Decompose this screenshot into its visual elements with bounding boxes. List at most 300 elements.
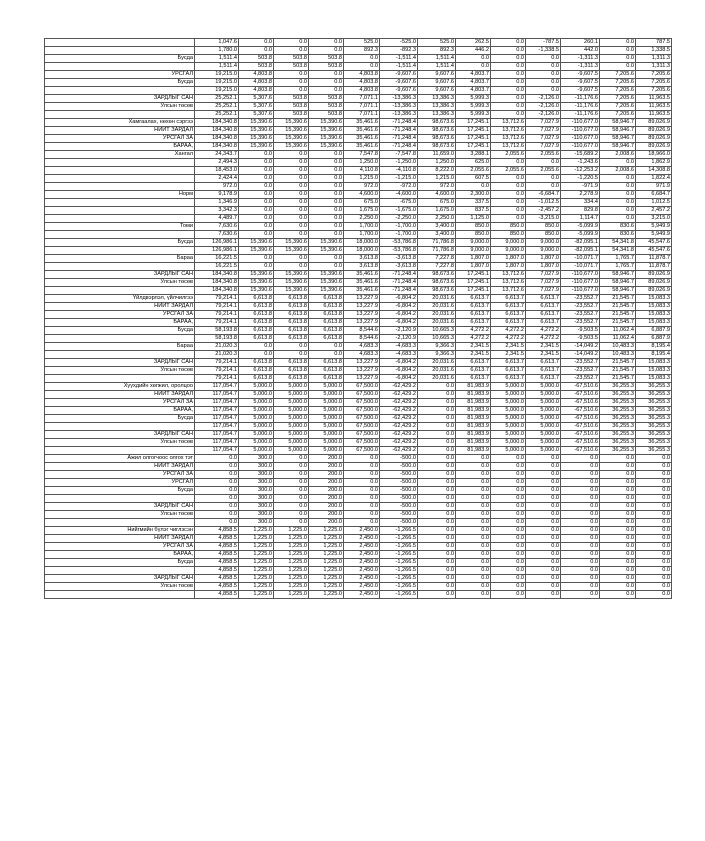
value-cell[interactable]: 0.0 — [274, 39, 309, 47]
value-cell[interactable]: 0.0 — [600, 511, 636, 519]
row-label-cell[interactable] — [45, 519, 195, 527]
value-cell[interactable]: 0.0 — [195, 455, 239, 463]
value-cell[interactable]: 36,255.3 — [636, 415, 672, 423]
value-cell[interactable]: 21,020.3 — [195, 343, 239, 351]
value-cell[interactable]: 10,665.3 — [418, 335, 456, 343]
value-cell[interactable]: 15,390.6 — [274, 287, 309, 295]
value-cell[interactable]: 2,450.0 — [344, 559, 380, 567]
value-cell[interactable]: 0.0 — [561, 551, 600, 559]
value-cell[interactable]: 0.0 — [274, 495, 309, 503]
value-cell[interactable]: 36,255.3 — [600, 391, 636, 399]
value-cell[interactable]: 19,215.0 — [195, 87, 239, 95]
value-cell[interactable]: 892.3 — [344, 47, 380, 55]
value-cell[interactable]: 5,000.0 — [239, 407, 274, 415]
value-cell[interactable]: 8,195.4 — [636, 343, 672, 351]
value-cell[interactable]: 5,000.0 — [239, 439, 274, 447]
value-cell[interactable]: 0.0 — [526, 183, 561, 191]
value-cell[interactable]: 503.8 — [239, 55, 274, 63]
value-cell[interactable]: 0.0 — [600, 175, 636, 183]
value-cell[interactable]: -1,266.5 — [380, 567, 418, 575]
value-cell[interactable]: -67,510.6 — [561, 431, 600, 439]
value-cell[interactable]: -6,804.2 — [380, 359, 418, 367]
value-cell[interactable]: 98,673.6 — [418, 271, 456, 279]
value-cell[interactable]: -1,338.5 — [526, 47, 561, 55]
value-cell[interactable]: 0.0 — [239, 159, 274, 167]
value-cell[interactable]: -23,552.7 — [561, 303, 600, 311]
value-cell[interactable]: 4,803.8 — [239, 79, 274, 87]
value-cell[interactable]: 1,225.0 — [239, 551, 274, 559]
row-label-cell[interactable]: УРСГАЛ ЗА — [45, 135, 195, 143]
value-cell[interactable]: 117,054.7 — [195, 447, 239, 455]
value-cell[interactable]: 262.5 — [456, 39, 491, 47]
row-label-cell[interactable]: НИЙТ ЗАРДАЛ — [45, 391, 195, 399]
value-cell[interactable]: 81,983.9 — [456, 407, 491, 415]
value-cell[interactable]: 6,613.7 — [526, 375, 561, 383]
value-cell[interactable]: 0.0 — [418, 535, 456, 543]
value-cell[interactable]: 6,613.8 — [309, 375, 344, 383]
value-cell[interactable]: 6,613.8 — [274, 327, 309, 335]
value-cell[interactable]: 0.0 — [344, 511, 380, 519]
value-cell[interactable]: 5,000.0 — [309, 399, 344, 407]
value-cell[interactable]: 0.0 — [239, 231, 274, 239]
value-cell[interactable]: 0.0 — [418, 559, 456, 567]
value-cell[interactable]: 1,225.0 — [309, 583, 344, 591]
value-cell[interactable]: 0.0 — [491, 95, 526, 103]
value-cell[interactable]: 17,245.1 — [456, 287, 491, 295]
value-cell[interactable]: 892.3 — [418, 47, 456, 55]
value-cell[interactable]: 0.0 — [526, 559, 561, 567]
value-cell[interactable]: 11,963.5 — [636, 95, 672, 103]
value-cell[interactable]: 13,386.3 — [418, 111, 456, 119]
value-cell[interactable]: -971.9 — [561, 183, 600, 191]
value-cell[interactable]: 200.0 — [309, 511, 344, 519]
row-label-cell[interactable] — [45, 423, 195, 431]
value-cell[interactable]: -110,677.0 — [561, 271, 600, 279]
value-cell[interactable]: 972.0 — [344, 183, 380, 191]
value-cell[interactable]: -500.0 — [380, 495, 418, 503]
value-cell[interactable]: 36,255.3 — [600, 415, 636, 423]
value-cell[interactable]: 81,983.9 — [456, 391, 491, 399]
value-cell[interactable]: 5,000.0 — [491, 415, 526, 423]
value-cell[interactable]: -9,607.6 — [380, 87, 418, 95]
value-cell[interactable]: -1,266.5 — [380, 527, 418, 535]
value-cell[interactable]: 6,613.8 — [309, 319, 344, 327]
value-cell[interactable]: 21,545.7 — [600, 367, 636, 375]
value-cell[interactable]: 0.0 — [491, 87, 526, 95]
value-cell[interactable]: 1,225.0 — [309, 559, 344, 567]
value-cell[interactable]: 1,225.0 — [274, 535, 309, 543]
value-cell[interactable]: 15,390.6 — [239, 143, 274, 151]
value-cell[interactable]: -23,552.7 — [561, 295, 600, 303]
value-cell[interactable]: -62,429.2 — [380, 383, 418, 391]
value-cell[interactable]: -1,220.5 — [561, 175, 600, 183]
value-cell[interactable]: 0.0 — [491, 527, 526, 535]
value-cell[interactable]: 503.8 — [309, 95, 344, 103]
value-cell[interactable]: 0.0 — [600, 503, 636, 511]
value-cell[interactable]: 0.0 — [561, 535, 600, 543]
value-cell[interactable]: 126,986.1 — [195, 239, 239, 247]
value-cell[interactable]: 0.0 — [636, 455, 672, 463]
value-cell[interactable]: 675.0 — [344, 199, 380, 207]
value-cell[interactable]: 1,225.0 — [274, 575, 309, 583]
value-cell[interactable]: 3,613.8 — [344, 263, 380, 271]
value-cell[interactable]: 1,250.0 — [418, 159, 456, 167]
value-cell[interactable]: 4,272.2 — [491, 327, 526, 335]
value-cell[interactable]: 98,673.6 — [418, 135, 456, 143]
value-cell[interactable]: -62,429.2 — [380, 439, 418, 447]
value-cell[interactable]: 2,008.6 — [600, 151, 636, 159]
value-cell[interactable]: 0.0 — [491, 503, 526, 511]
value-cell[interactable]: 20,031.6 — [418, 311, 456, 319]
value-cell[interactable]: -5,099.9 — [561, 223, 600, 231]
value-cell[interactable]: 1,807.0 — [456, 255, 491, 263]
value-cell[interactable]: 67,500.0 — [344, 447, 380, 455]
value-cell[interactable]: 7,205.6 — [600, 71, 636, 79]
value-cell[interactable]: 0.0 — [636, 527, 672, 535]
value-cell[interactable]: 0.0 — [309, 159, 344, 167]
value-cell[interactable]: 21,545.7 — [600, 311, 636, 319]
value-cell[interactable]: 15,390.6 — [239, 271, 274, 279]
value-cell[interactable]: 0.0 — [274, 455, 309, 463]
value-cell[interactable]: -1,012.5 — [526, 199, 561, 207]
value-cell[interactable]: 0.0 — [491, 103, 526, 111]
value-cell[interactable]: 6,613.8 — [309, 327, 344, 335]
value-cell[interactable]: 79,214.1 — [195, 359, 239, 367]
value-cell[interactable]: -500.0 — [380, 511, 418, 519]
value-cell[interactable]: -71,248.4 — [380, 279, 418, 287]
value-cell[interactable]: 81,983.9 — [456, 399, 491, 407]
value-cell[interactable]: 0.0 — [456, 535, 491, 543]
value-cell[interactable]: 17,245.1 — [456, 135, 491, 143]
value-cell[interactable]: 0.0 — [526, 519, 561, 527]
value-cell[interactable]: 9,178.9 — [195, 191, 239, 199]
value-cell[interactable]: 2,450.0 — [344, 535, 380, 543]
value-cell[interactable]: 5,000.0 — [274, 383, 309, 391]
value-cell[interactable]: 0.0 — [309, 151, 344, 159]
value-cell[interactable]: 5,000.0 — [274, 391, 309, 399]
value-cell[interactable]: -500.0 — [380, 519, 418, 527]
value-cell[interactable]: 0.0 — [239, 255, 274, 263]
value-cell[interactable]: 2,450.0 — [344, 567, 380, 575]
value-cell[interactable]: 15,390.6 — [239, 127, 274, 135]
value-cell[interactable]: 607.5 — [456, 175, 491, 183]
value-cell[interactable]: 0.0 — [456, 543, 491, 551]
value-cell[interactable]: -1,311.3 — [561, 63, 600, 71]
value-cell[interactable]: 5,000.0 — [274, 399, 309, 407]
value-cell[interactable]: -4,683.3 — [380, 343, 418, 351]
value-cell[interactable]: 0.0 — [491, 463, 526, 471]
value-cell[interactable]: 0.0 — [600, 567, 636, 575]
value-cell[interactable]: 1,765.7 — [600, 255, 636, 263]
value-cell[interactable]: 5,000.0 — [239, 431, 274, 439]
value-cell[interactable]: 16,221.5 — [195, 263, 239, 271]
value-cell[interactable]: 1,225.0 — [239, 583, 274, 591]
value-cell[interactable]: 5,307.6 — [239, 95, 274, 103]
value-cell[interactable]: -11,176.6 — [561, 95, 600, 103]
row-label-cell[interactable]: Ажил олгогчоос олгох тэт — [45, 455, 195, 463]
value-cell[interactable]: 9,000.0 — [456, 239, 491, 247]
row-label-cell[interactable] — [45, 231, 195, 239]
value-cell[interactable]: 81,983.9 — [456, 447, 491, 455]
value-cell[interactable]: -13,386.3 — [380, 103, 418, 111]
value-cell[interactable]: 67,500.0 — [344, 431, 380, 439]
value-cell[interactable]: 6,613.7 — [491, 367, 526, 375]
value-cell[interactable]: 2,008.6 — [600, 167, 636, 175]
value-cell[interactable]: 5,000.0 — [526, 439, 561, 447]
value-cell[interactable]: 503.8 — [274, 55, 309, 63]
value-cell[interactable]: 0.0 — [561, 455, 600, 463]
value-cell[interactable]: 58,946.7 — [600, 119, 636, 127]
value-cell[interactable]: 1,225.0 — [274, 559, 309, 567]
value-cell[interactable]: 0.0 — [195, 463, 239, 471]
value-cell[interactable]: 1,807.0 — [491, 263, 526, 271]
value-cell[interactable]: 0.0 — [600, 191, 636, 199]
value-cell[interactable]: 7,630.6 — [195, 231, 239, 239]
value-cell[interactable]: 3,342.3 — [195, 207, 239, 215]
value-cell[interactable]: 0.0 — [309, 191, 344, 199]
value-cell[interactable]: 13,712.6 — [491, 119, 526, 127]
value-cell[interactable]: 58,946.7 — [600, 287, 636, 295]
value-cell[interactable]: 9,000.0 — [491, 247, 526, 255]
value-cell[interactable]: 5,000.0 — [309, 423, 344, 431]
value-cell[interactable]: 5,000.0 — [274, 415, 309, 423]
value-cell[interactable]: 200.0 — [309, 479, 344, 487]
value-cell[interactable]: 2,250.0 — [418, 215, 456, 223]
value-cell[interactable]: 0.0 — [600, 583, 636, 591]
value-cell[interactable]: 4,272.2 — [526, 327, 561, 335]
value-cell[interactable]: 1,047.6 — [195, 39, 239, 47]
value-cell[interactable]: 0.0 — [195, 471, 239, 479]
value-cell[interactable]: 0.0 — [309, 87, 344, 95]
value-cell[interactable]: 0.0 — [600, 463, 636, 471]
row-label-cell[interactable] — [45, 263, 195, 271]
value-cell[interactable]: 2,341.5 — [456, 351, 491, 359]
value-cell[interactable]: 300.0 — [239, 471, 274, 479]
value-cell[interactable]: -62,429.2 — [380, 431, 418, 439]
value-cell[interactable]: 0.0 — [561, 559, 600, 567]
value-cell[interactable]: 5,949.9 — [636, 231, 672, 239]
value-cell[interactable]: 0.0 — [456, 487, 491, 495]
value-cell[interactable]: 1,125.0 — [456, 215, 491, 223]
row-label-cell[interactable] — [45, 63, 195, 71]
value-cell[interactable]: 19,215.0 — [195, 71, 239, 79]
value-cell[interactable]: 0.0 — [456, 503, 491, 511]
value-cell[interactable]: 1,225.0 — [309, 551, 344, 559]
value-cell[interactable]: 0.0 — [561, 519, 600, 527]
value-cell[interactable]: 850.0 — [456, 231, 491, 239]
value-cell[interactable]: 15,390.6 — [309, 271, 344, 279]
value-cell[interactable]: 0.0 — [636, 583, 672, 591]
value-cell[interactable]: 15,390.6 — [274, 127, 309, 135]
value-cell[interactable]: 13,227.9 — [344, 319, 380, 327]
value-cell[interactable]: 15,390.6 — [274, 271, 309, 279]
value-cell[interactable]: 0.0 — [600, 455, 636, 463]
value-cell[interactable]: 81,983.9 — [456, 415, 491, 423]
value-cell[interactable]: -71,248.4 — [380, 135, 418, 143]
row-label-cell[interactable] — [45, 247, 195, 255]
value-cell[interactable]: 0.0 — [344, 455, 380, 463]
value-cell[interactable]: 0.0 — [636, 535, 672, 543]
value-cell[interactable]: 7,205.6 — [600, 87, 636, 95]
value-cell[interactable]: 0.0 — [526, 583, 561, 591]
value-cell[interactable]: 0.0 — [456, 583, 491, 591]
row-label-cell[interactable] — [45, 375, 195, 383]
value-cell[interactable]: 0.0 — [309, 231, 344, 239]
value-cell[interactable]: 0.0 — [600, 39, 636, 47]
value-cell[interactable]: 21,545.7 — [600, 303, 636, 311]
value-cell[interactable]: 0.0 — [418, 431, 456, 439]
value-cell[interactable]: 6,613.8 — [274, 295, 309, 303]
value-cell[interactable]: 0.0 — [456, 567, 491, 575]
value-cell[interactable]: 0.0 — [526, 55, 561, 63]
value-cell[interactable]: 15,390.6 — [274, 247, 309, 255]
value-cell[interactable]: 0.0 — [600, 551, 636, 559]
value-cell[interactable]: 0.0 — [309, 167, 344, 175]
value-cell[interactable]: 1,780.0 — [195, 47, 239, 55]
value-cell[interactable]: 0.0 — [195, 519, 239, 527]
value-cell[interactable]: -500.0 — [380, 455, 418, 463]
value-cell[interactable]: 6,613.7 — [456, 375, 491, 383]
value-cell[interactable]: 0.0 — [274, 191, 309, 199]
value-cell[interactable]: -110,677.0 — [561, 287, 600, 295]
value-cell[interactable]: 5,000.0 — [491, 439, 526, 447]
value-cell[interactable]: 4,803.7 — [456, 71, 491, 79]
value-cell[interactable]: 0.0 — [456, 495, 491, 503]
value-cell[interactable]: 20,031.6 — [418, 367, 456, 375]
row-label-cell[interactable]: ЗАРДЛЫГ САН — [45, 503, 195, 511]
value-cell[interactable]: 89,026.9 — [636, 287, 672, 295]
value-cell[interactable]: 5,000.0 — [526, 423, 561, 431]
row-label-cell[interactable] — [45, 215, 195, 223]
value-cell[interactable]: 300.0 — [239, 519, 274, 527]
value-cell[interactable]: -14,049.2 — [561, 343, 600, 351]
row-label-cell[interactable]: Улсын төсөв — [45, 367, 195, 375]
value-cell[interactable]: 21,545.7 — [600, 359, 636, 367]
value-cell[interactable]: -67,510.6 — [561, 439, 600, 447]
value-cell[interactable]: 0.0 — [491, 455, 526, 463]
value-cell[interactable]: -2,126.0 — [526, 95, 561, 103]
value-cell[interactable]: 1,225.0 — [274, 551, 309, 559]
value-cell[interactable]: 184,340.8 — [195, 143, 239, 151]
value-cell[interactable]: 20,031.6 — [418, 359, 456, 367]
value-cell[interactable]: 98,673.6 — [418, 287, 456, 295]
value-cell[interactable]: -500.0 — [380, 487, 418, 495]
value-cell[interactable]: 3,215.0 — [636, 215, 672, 223]
value-cell[interactable]: 6,613.7 — [526, 311, 561, 319]
value-cell[interactable]: -62,429.2 — [380, 447, 418, 455]
value-cell[interactable]: 0.0 — [526, 591, 561, 599]
row-label-cell[interactable]: Хамгаалах, нөхөн сэргээ — [45, 119, 195, 127]
value-cell[interactable]: 35,461.6 — [344, 127, 380, 135]
value-cell[interactable]: 0.0 — [274, 479, 309, 487]
value-cell[interactable]: 0.0 — [418, 583, 456, 591]
value-cell[interactable]: 6,613.8 — [309, 295, 344, 303]
value-cell[interactable]: 0.0 — [456, 455, 491, 463]
value-cell[interactable]: 0.0 — [274, 231, 309, 239]
row-label-cell[interactable]: НИЙТ ЗАРДАЛ — [45, 127, 195, 135]
value-cell[interactable]: 5,000.0 — [526, 399, 561, 407]
value-cell[interactable]: 1,311.3 — [636, 55, 672, 63]
value-cell[interactable]: 0.0 — [274, 151, 309, 159]
row-label-cell[interactable] — [45, 207, 195, 215]
value-cell[interactable]: 5,000.0 — [491, 447, 526, 455]
value-cell[interactable]: 503.8 — [309, 55, 344, 63]
value-cell[interactable]: 1,225.0 — [274, 567, 309, 575]
row-label-cell[interactable]: Бусда — [45, 239, 195, 247]
value-cell[interactable]: 0.0 — [309, 351, 344, 359]
value-cell[interactable]: 1,225.0 — [239, 575, 274, 583]
value-cell[interactable]: 4,600.0 — [418, 191, 456, 199]
value-cell[interactable]: 0.0 — [456, 55, 491, 63]
value-cell[interactable]: 2,055.6 — [526, 151, 561, 159]
value-cell[interactable]: 4,803.8 — [344, 79, 380, 87]
value-cell[interactable]: 117,054.7 — [195, 399, 239, 407]
row-label-cell[interactable]: ЗАРДЛЫГ САН — [45, 575, 195, 583]
value-cell[interactable]: 1,215.0 — [344, 175, 380, 183]
value-cell[interactable]: 7,027.9 — [526, 135, 561, 143]
value-cell[interactable]: 81,983.9 — [456, 431, 491, 439]
value-cell[interactable]: 200.0 — [309, 503, 344, 511]
value-cell[interactable]: 0.0 — [491, 191, 526, 199]
value-cell[interactable]: 0.0 — [636, 551, 672, 559]
value-cell[interactable]: 503.8 — [239, 63, 274, 71]
value-cell[interactable]: 0.0 — [456, 591, 491, 599]
value-cell[interactable]: 15,083.3 — [636, 295, 672, 303]
value-cell[interactable]: 0.0 — [344, 55, 380, 63]
value-cell[interactable]: 200.0 — [309, 463, 344, 471]
value-cell[interactable]: 0.0 — [636, 575, 672, 583]
row-label-cell[interactable]: Томи — [45, 223, 195, 231]
value-cell[interactable]: 3,613.8 — [344, 255, 380, 263]
value-cell[interactable]: 7,205.6 — [600, 111, 636, 119]
value-cell[interactable]: 98,673.6 — [418, 279, 456, 287]
value-cell[interactable]: 0.0 — [274, 223, 309, 231]
value-cell[interactable]: 9,366.3 — [418, 343, 456, 351]
value-cell[interactable]: 0.0 — [418, 463, 456, 471]
value-cell[interactable]: 0.0 — [491, 591, 526, 599]
value-cell[interactable]: 7,027.9 — [526, 287, 561, 295]
value-cell[interactable]: 0.0 — [600, 63, 636, 71]
value-cell[interactable]: 15,083.3 — [636, 303, 672, 311]
value-cell[interactable]: 0.0 — [600, 527, 636, 535]
value-cell[interactable]: 13,712.6 — [491, 279, 526, 287]
value-cell[interactable]: 1,225.0 — [274, 527, 309, 535]
value-cell[interactable]: 6,613.7 — [456, 311, 491, 319]
value-cell[interactable]: 0.0 — [456, 519, 491, 527]
value-cell[interactable]: 0.0 — [418, 519, 456, 527]
value-cell[interactable]: -1,215.0 — [380, 175, 418, 183]
value-cell[interactable]: 45,547.6 — [636, 247, 672, 255]
value-cell[interactable]: 15,390.6 — [239, 135, 274, 143]
value-cell[interactable]: -1,266.5 — [380, 583, 418, 591]
value-cell[interactable]: 200.0 — [309, 487, 344, 495]
value-cell[interactable]: 0.0 — [561, 575, 600, 583]
value-cell[interactable]: -67,510.6 — [561, 423, 600, 431]
value-cell[interactable]: 0.0 — [456, 183, 491, 191]
value-cell[interactable]: 1,215.0 — [418, 175, 456, 183]
value-cell[interactable]: 0.0 — [274, 215, 309, 223]
value-cell[interactable]: 4,683.3 — [344, 343, 380, 351]
value-cell[interactable]: 200.0 — [309, 471, 344, 479]
value-cell[interactable]: 6,613.8 — [274, 311, 309, 319]
value-cell[interactable]: 17,245.1 — [456, 143, 491, 151]
value-cell[interactable]: 0.0 — [274, 519, 309, 527]
value-cell[interactable]: 4,272.2 — [456, 327, 491, 335]
value-cell[interactable]: 2,450.0 — [344, 583, 380, 591]
value-cell[interactable]: 17,245.1 — [456, 119, 491, 127]
value-cell[interactable]: 1,250.0 — [344, 159, 380, 167]
value-cell[interactable]: -14,049.2 — [561, 351, 600, 359]
